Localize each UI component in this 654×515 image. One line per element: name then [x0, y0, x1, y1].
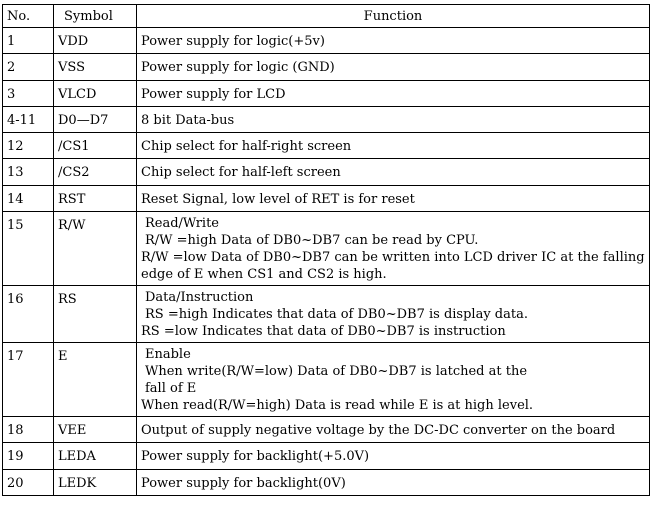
function-line: When write(R/W=low) Data of DB0~DB7 is latched at the — [145, 364, 528, 380]
table-row — [3, 343, 650, 417]
function-line: R/W =low Data of DB0~DB7 can be written into LCD driver IC at the falling — [141, 250, 645, 266]
cell-no: 2 — [3, 54, 54, 80]
table-row — [3, 469, 650, 495]
cell-no: 18 — [3, 417, 54, 443]
cell-symbol: D0—D7 — [54, 106, 137, 132]
table-row — [3, 159, 650, 185]
pin-function-table — [2, 4, 650, 496]
function-line: RS =high Indicates that data of DB0~DB7 is display data. — [145, 307, 528, 323]
function-line: Read/Write — [145, 216, 220, 232]
cell-function — [137, 286, 650, 343]
function-line: R/W =high Data of DB0~DB7 can be read by CPU. — [145, 233, 479, 249]
table-row — [3, 54, 650, 80]
cell-symbol: VDD — [54, 28, 137, 54]
cell-function — [137, 343, 650, 417]
cell-function — [137, 159, 650, 185]
cell-symbol: RST — [54, 185, 137, 211]
function-line: Power supply for logic (GND) — [141, 60, 335, 76]
cell-symbol: LEDA — [54, 443, 137, 469]
function-line: Enable — [145, 347, 191, 363]
function-line: Power supply for logic(+5v) — [141, 34, 325, 49]
cell-function — [137, 54, 650, 80]
function-line: edge of E when CS1 and CS2 is high. — [141, 267, 387, 283]
cell-no: 15 — [3, 212, 54, 286]
cell-symbol: VSS — [54, 54, 137, 80]
cell-no: 16 — [3, 286, 54, 343]
cell-no: 13 — [3, 159, 54, 185]
cell-function — [137, 80, 650, 106]
cell-no: 14 — [3, 185, 54, 211]
cell-no: 4-11 — [3, 106, 54, 132]
table-row — [3, 106, 650, 132]
cell-symbol: LEDK — [54, 469, 137, 495]
cell-symbol: R/W — [54, 212, 137, 286]
cell-no: 12 — [3, 133, 54, 159]
function-line: Output of supply negative voltage by the DC-DC converter on the board — [141, 423, 616, 439]
cell-function — [137, 185, 650, 211]
cell-function — [137, 417, 650, 443]
cell-function — [137, 28, 650, 54]
table-row — [3, 286, 650, 343]
cell-symbol: E — [54, 343, 137, 417]
function-line: RS =low Indicates that data of DB0~DB7 is instruction — [141, 324, 506, 340]
table-row — [3, 212, 650, 286]
function-line: Power supply for backlight(0V) — [141, 475, 346, 491]
table-row — [3, 133, 650, 159]
cell-symbol: VEE — [54, 417, 137, 443]
function-line: fall of E — [145, 381, 197, 397]
function-line: When read(R/W=high) Data is read while E is at high level. — [141, 398, 534, 414]
header-function: Function — [137, 5, 650, 28]
table-row — [3, 443, 650, 469]
cell-no: 3 — [3, 80, 54, 106]
table-row — [3, 417, 650, 443]
cell-function — [137, 106, 650, 132]
cell-function — [137, 443, 650, 469]
header-symbol: Symbol — [54, 5, 137, 28]
cell-function — [137, 212, 650, 286]
cell-symbol: /CS1 — [54, 133, 137, 159]
function-line: Chip select for half-right screen — [141, 139, 352, 155]
cell-no: 17 — [3, 343, 54, 417]
cell-function — [137, 469, 650, 495]
header-row — [3, 5, 650, 28]
table-row — [3, 80, 650, 106]
cell-no: 19 — [3, 443, 54, 469]
table-row — [3, 185, 650, 211]
cell-symbol: /CS2 — [54, 159, 137, 185]
function-line: Reset Signal, low level of RET is for reset — [141, 191, 415, 207]
function-line: Power supply for backlight(+5.0V) — [141, 449, 370, 465]
function-line: Chip select for half-left screen — [141, 165, 341, 181]
cell-function — [137, 133, 650, 159]
function-line: Power supply for LCD — [141, 86, 286, 102]
cell-symbol: VLCD — [54, 80, 137, 106]
function-line: 8 bit Data-bus — [141, 112, 235, 128]
function-line: Data/Instruction — [145, 290, 254, 306]
cell-no: 20 — [3, 469, 54, 495]
cell-symbol: RS — [54, 286, 137, 343]
header-no: No. — [3, 5, 54, 28]
table-row — [3, 28, 650, 54]
cell-no: 1 — [3, 28, 54, 54]
